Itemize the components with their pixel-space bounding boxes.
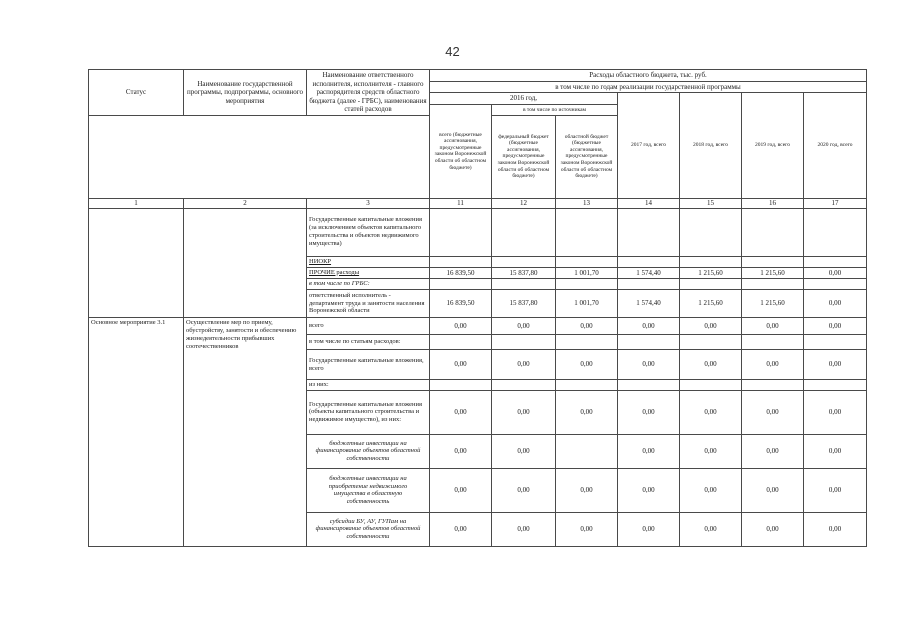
value-cell: 1 215,60 — [742, 267, 804, 279]
row-label: ПРОЧИЕ расходы — [307, 267, 430, 279]
col-num: 14 — [618, 198, 680, 208]
status-cell-empty — [89, 208, 184, 317]
value-cell: 16 839,50 — [430, 267, 492, 279]
value-cell: 1 574,40 — [618, 267, 680, 279]
row-label: Государственные капитальные вложения (за исключением объектов капитального строительства и объектов недвижимого имущества) — [307, 208, 430, 256]
col-num: 11 — [430, 198, 492, 208]
row-label: в том числе по статьям расходов: — [307, 335, 430, 350]
row-label: субсидии БУ, АУ, ГУПам на финансирование объектов областной собственности — [307, 512, 430, 546]
row-label: бюджетные инвестиции на финансирование объектов областной собственности — [307, 434, 430, 468]
table-row — [89, 318, 867, 335]
value-cell: 1 215,60 — [680, 290, 742, 318]
value-cell: 0,00 — [804, 468, 867, 512]
value-cell: 0,00 — [492, 434, 556, 468]
value-cell — [430, 256, 492, 267]
value-cell: 0,00 — [492, 318, 556, 335]
value-cell: 0,00 — [618, 468, 680, 512]
value-cell: 0,00 — [742, 434, 804, 468]
header-2020: 2020 год, всего — [804, 93, 867, 199]
value-cell — [430, 208, 492, 256]
header-year-2016: 2016 год, — [430, 93, 618, 105]
budget-table — [88, 69, 867, 547]
value-cell — [742, 335, 804, 350]
value-cell — [742, 256, 804, 267]
value-cell — [556, 380, 618, 391]
value-cell: 0,00 — [430, 318, 492, 335]
value-cell — [492, 256, 556, 267]
value-cell: 0,00 — [556, 468, 618, 512]
value-cell: 0,00 — [556, 390, 618, 434]
value-cell: 0,00 — [804, 390, 867, 434]
column-number-row — [89, 198, 867, 208]
value-cell: 0,00 — [680, 512, 742, 546]
value-cell: 15 837,80 — [492, 290, 556, 318]
col-num: 16 — [742, 198, 804, 208]
value-cell — [742, 380, 804, 391]
value-cell — [680, 279, 742, 290]
value-cell: 0,00 — [618, 350, 680, 380]
value-cell — [742, 208, 804, 256]
value-cell — [618, 279, 680, 290]
col-num: 3 — [307, 198, 430, 208]
value-cell — [556, 256, 618, 267]
value-cell: 0,00 — [430, 434, 492, 468]
value-cell: 16 839,50 — [430, 290, 492, 318]
value-cell: 0,00 — [804, 290, 867, 318]
value-cell — [430, 279, 492, 290]
value-cell: 0,00 — [742, 390, 804, 434]
value-cell: 0,00 — [742, 512, 804, 546]
header-executor: Наименование ответственного исполнителя, исполнителя - главного распорядителя средств областного бюджета (далее - ГРБС), наименования статей расходов — [307, 70, 430, 116]
value-cell: 0,00 — [680, 318, 742, 335]
value-cell: 1 001,70 — [556, 290, 618, 318]
header-by-sources: в том числе по источникам — [492, 105, 618, 115]
col-num: 1 — [89, 198, 184, 208]
value-cell: 1 574,40 — [618, 290, 680, 318]
value-cell — [680, 380, 742, 391]
col-num: 15 — [680, 198, 742, 208]
value-cell — [492, 380, 556, 391]
value-cell: 0,00 — [680, 468, 742, 512]
value-cell: 0,00 — [680, 390, 742, 434]
header-spacer — [89, 115, 430, 198]
value-cell: 0,00 — [618, 318, 680, 335]
header-program-name: Наименование государственной программы, подпрограммы, основного мероприятия — [184, 70, 307, 116]
value-cell: 0,00 — [742, 350, 804, 380]
value-cell — [618, 380, 680, 391]
value-cell: 0,00 — [556, 512, 618, 546]
value-cell: 1 215,60 — [742, 290, 804, 318]
header-2018: 2018 год, всего — [680, 93, 742, 199]
measure-status: Основное мероприятие 3.1 — [89, 318, 184, 547]
value-cell: 15 837,80 — [492, 267, 556, 279]
value-cell — [680, 335, 742, 350]
value-cell: 0,00 — [742, 468, 804, 512]
value-cell: 0,00 — [618, 512, 680, 546]
value-cell: 0,00 — [430, 468, 492, 512]
header-regional: областной бюджет (бюджетные ассигнования, предусмотренные законом Воронежской области об областном бюджете) — [556, 115, 618, 198]
value-cell: 1 001,70 — [556, 267, 618, 279]
value-cell — [492, 208, 556, 256]
value-cell: 0,00 — [804, 267, 867, 279]
value-cell — [618, 335, 680, 350]
value-cell: 0,00 — [430, 512, 492, 546]
value-cell: 0,00 — [742, 318, 804, 335]
row-label: всего — [307, 318, 430, 335]
header-total-2016: всего (бюджетные ассигнования, предусмотренные законом Воронежской области об областном бюджете) — [430, 105, 492, 198]
row-label: Государственные капитальные вложения (объекты капитального строительства и недвижимое имущество), из них: — [307, 390, 430, 434]
value-cell — [680, 256, 742, 267]
table-row — [89, 208, 867, 256]
value-cell: 0,00 — [492, 468, 556, 512]
value-cell — [618, 256, 680, 267]
value-cell: 0,00 — [430, 350, 492, 380]
row-label: бюджетные инвестиции на приобретение недвижимого имущества в областную собственность — [307, 468, 430, 512]
row-label: НИОКР — [307, 256, 430, 267]
value-cell — [804, 208, 867, 256]
value-cell: 1 215,60 — [680, 267, 742, 279]
value-cell: 0,00 — [680, 434, 742, 468]
row-label: в том числе по ГРБС: — [307, 279, 430, 290]
value-cell — [804, 380, 867, 391]
value-cell — [618, 208, 680, 256]
col-num: 13 — [556, 198, 618, 208]
value-cell — [430, 335, 492, 350]
header-by-years: в том числе по годам реализации государственной программы — [430, 81, 867, 93]
header-2017: 2017 год, всего — [618, 93, 680, 199]
value-cell: 0,00 — [680, 350, 742, 380]
value-cell — [804, 335, 867, 350]
value-cell: 0,00 — [618, 434, 680, 468]
row-label: ответственный исполнитель - департамент труда и занятости населения Воронежской области — [307, 290, 430, 318]
header-status: Статус — [89, 70, 184, 116]
value-cell: 0,00 — [492, 350, 556, 380]
value-cell: 0,00 — [804, 512, 867, 546]
value-cell — [430, 380, 492, 391]
header-federal: федеральный бюджет (бюджетные ассигнования, предусмотренные законом Воронежской области об областном бюджете) — [492, 115, 556, 198]
header-expenses-title: Расходы областного бюджета, тыс. руб. — [430, 70, 867, 82]
value-cell — [804, 279, 867, 290]
value-cell — [556, 208, 618, 256]
value-cell — [492, 335, 556, 350]
value-cell: 0,00 — [804, 434, 867, 468]
row-label: из них: — [307, 380, 430, 391]
value-cell: 0,00 — [492, 512, 556, 546]
value-cell — [556, 279, 618, 290]
value-cell: 0,00 — [804, 350, 867, 380]
value-cell — [680, 208, 742, 256]
measure-name: Осуществление мер по приему, обустройству, занятости и обеспечению жизнедеятельности прибывших соотечественников — [184, 318, 307, 547]
value-cell — [556, 335, 618, 350]
value-cell — [556, 434, 618, 468]
value-cell — [742, 279, 804, 290]
page-number: 42 — [445, 44, 460, 59]
col-num: 17 — [804, 198, 867, 208]
program-cell-empty — [184, 208, 307, 317]
value-cell — [804, 256, 867, 267]
value-cell: 0,00 — [556, 350, 618, 380]
row-label: Государственные капитальные вложения, всего — [307, 350, 430, 380]
col-num: 12 — [492, 198, 556, 208]
value-cell: 0,00 — [430, 390, 492, 434]
value-cell: 0,00 — [492, 390, 556, 434]
header-2019: 2019 год, всего — [742, 93, 804, 199]
value-cell — [492, 279, 556, 290]
value-cell: 0,00 — [556, 318, 618, 335]
value-cell: 0,00 — [804, 318, 867, 335]
col-num: 2 — [184, 198, 307, 208]
value-cell: 0,00 — [618, 390, 680, 434]
